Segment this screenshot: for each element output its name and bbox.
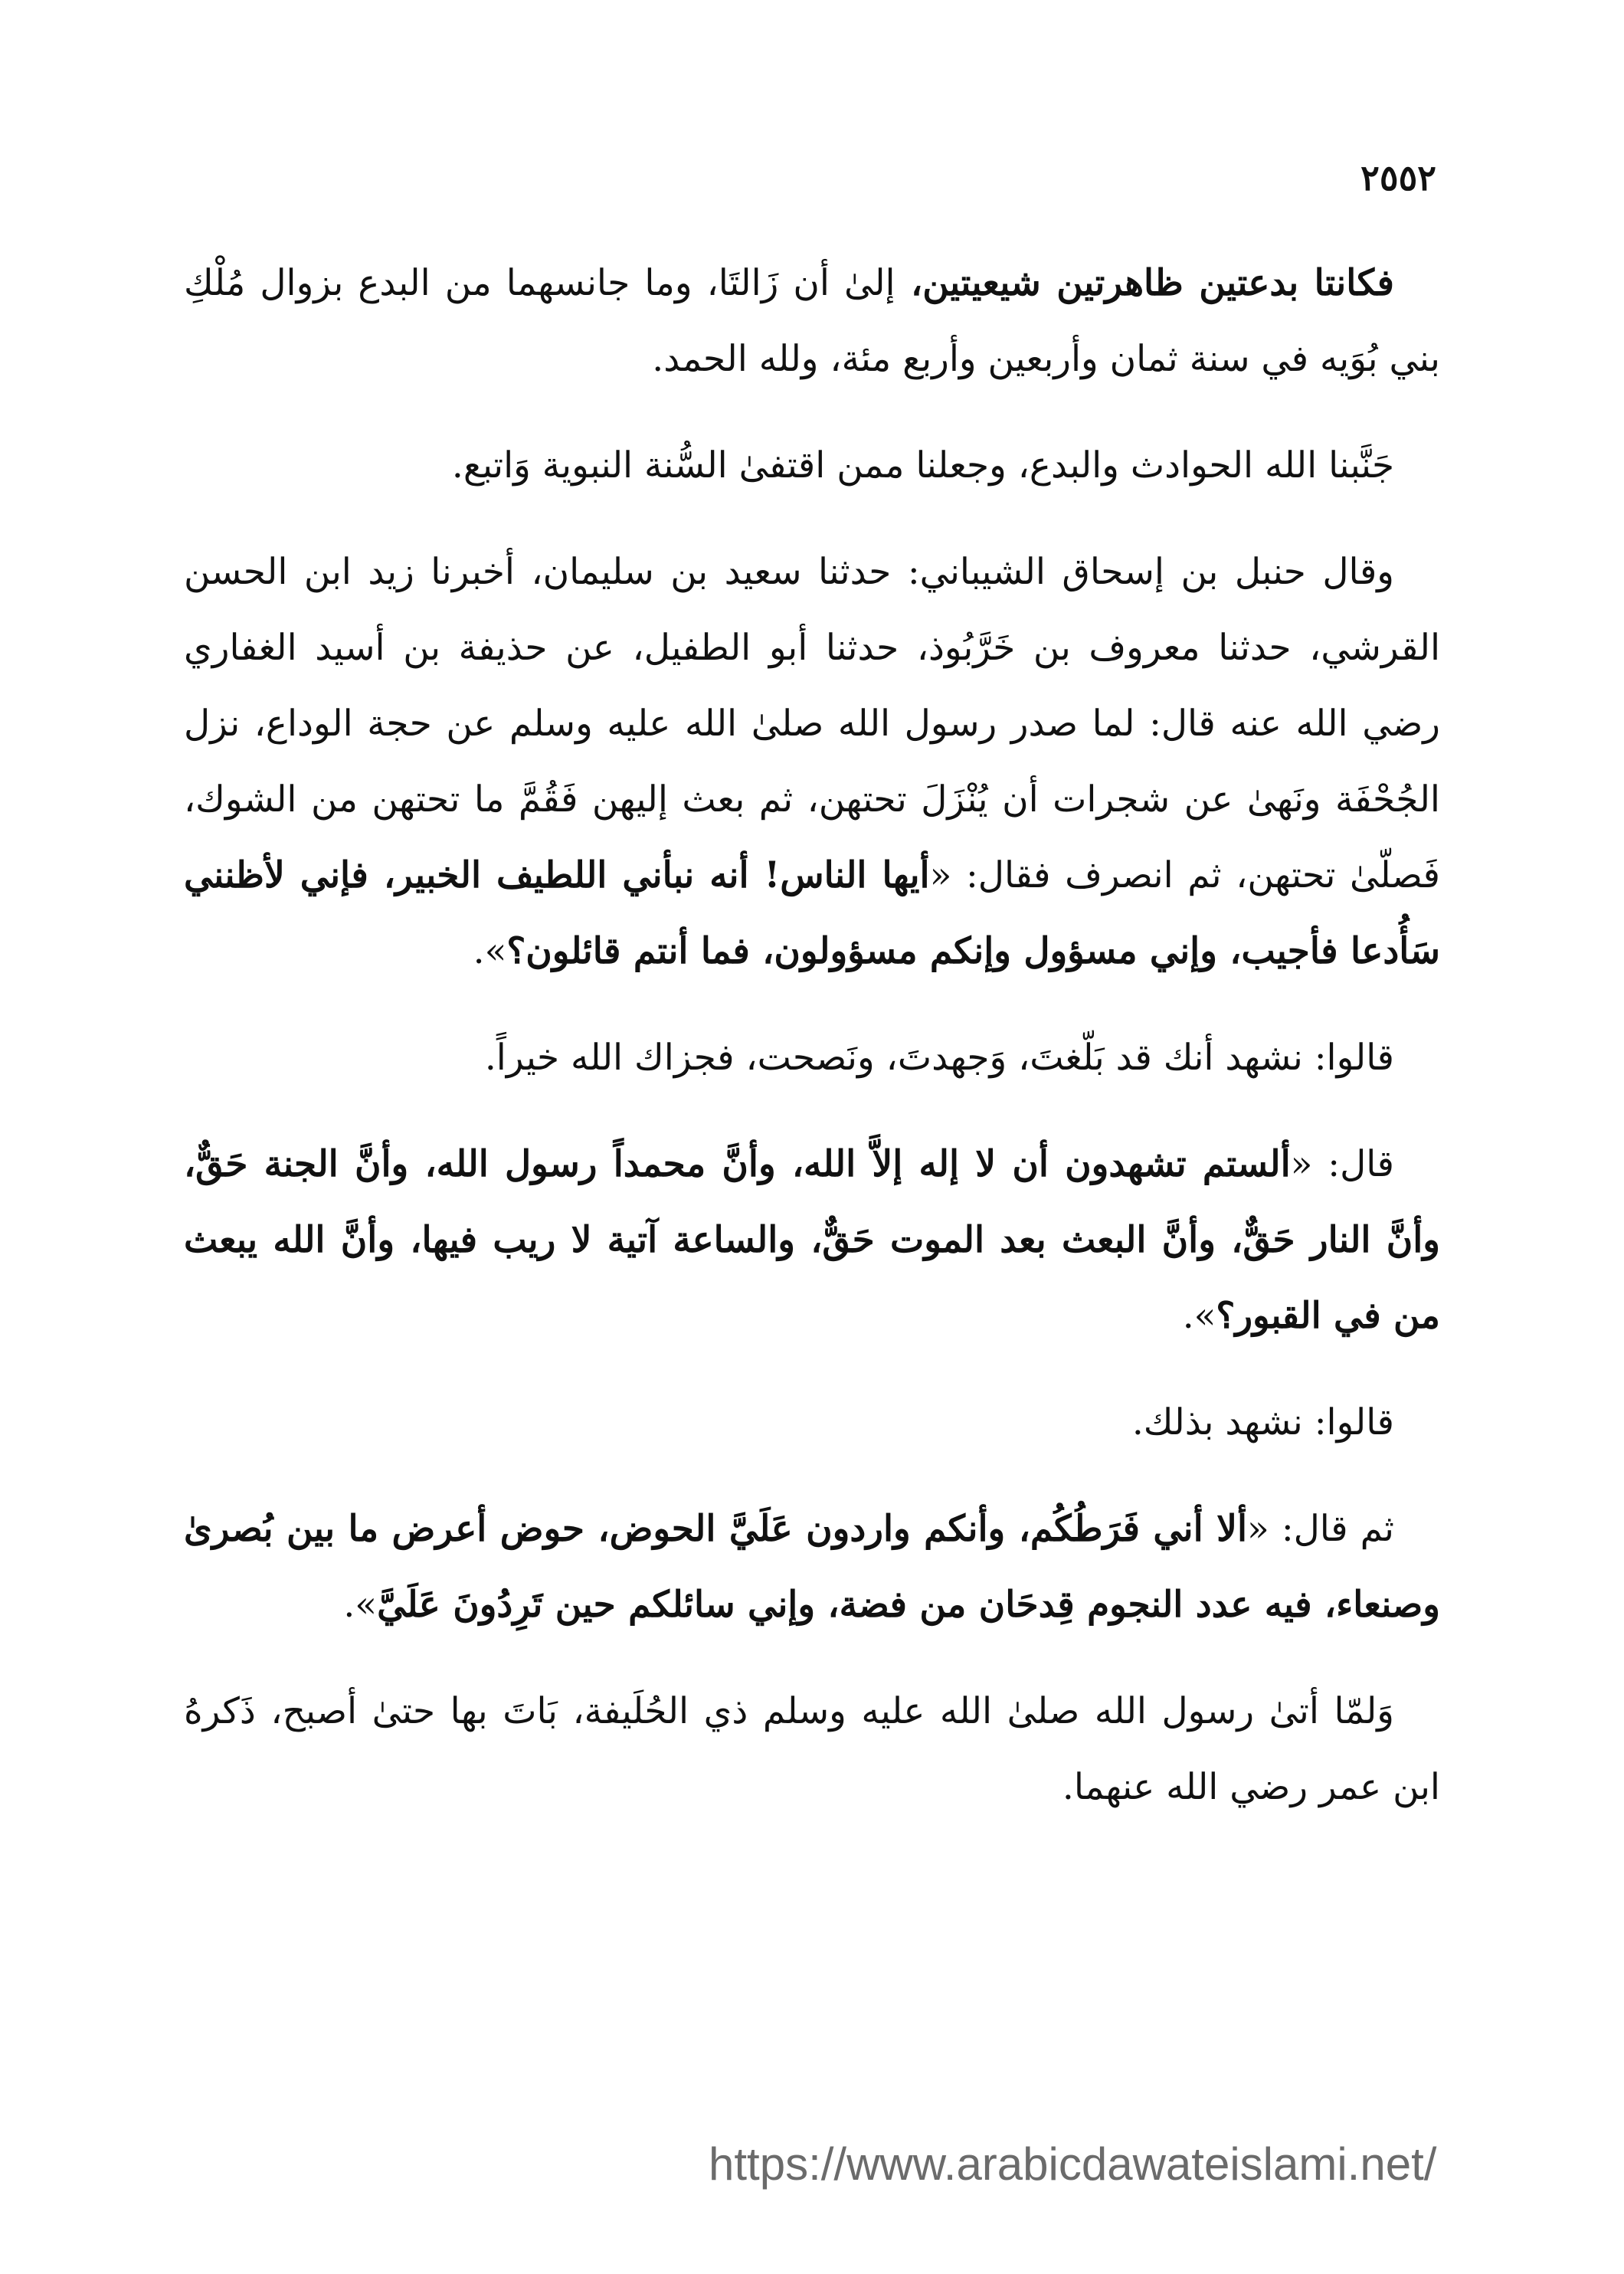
paragraph	[184, 1020, 1440, 1096]
paragraph	[184, 245, 1440, 397]
text-segment: قالوا: نشهد أنك قد بَلّغتَ، وَجهدتَ، ونَصحت، فجزاك الله خيراً.	[484, 1037, 1394, 1079]
text-segment: وقال حنبل بن إسحاق الشيباني: حدثنا سعيد بن سليمان، أخبرنا زيد ابن الحسن القرشي، حدثنا معروف بن خَرَّبُوذ، حدثنا أبو الطفيل، عن حذيفة بن أسيد الغفاري رضي الله عنه قال: لما صدر رسول الله صلىٰ الله عليه وسلم عن حجة الوداع، نزل الجُحْفَة ونَهىٰ عن شجرات أن يُنْزَلَ تحتهن، ثم بعث إليهن فَقُمَّ ما تحتهن من الشوك، فَصلّىٰ تحتهن، ثم انصرف فقال: «	[184, 551, 1440, 896]
paragraph	[184, 428, 1440, 503]
text-segment: وَلمّا أتىٰ رسول الله صلىٰ الله عليه وسلم ذي الحُلَيفة، بَاتَ بها حتىٰ أصبح، ذَكرهُ ابن عمر رضي الله عنهما.	[184, 1690, 1440, 1808]
text-segment: جَنَّبنا الله الحوادث والبدع، وجعلنا ممن اقتفىٰ السُّنة النبوية وَاتبع.	[451, 444, 1394, 487]
text-segment: إلىٰ أن زَالتَا، وما جانسهما من البدع بزوال مُلْكِ بني بُوَيه في سنة ثمان وأربعين وأربع مئة، ولله الحمد.	[184, 262, 1440, 380]
text-segment: قالوا: نشهد بذلك.	[1131, 1401, 1394, 1443]
paragraph	[184, 1491, 1440, 1643]
text-segment: قال: «	[1290, 1143, 1395, 1185]
text-body	[184, 245, 1440, 1856]
watermark-url: https://www.arabicdawateislami.net/	[709, 2138, 1437, 2190]
text-segment: ».	[1182, 1295, 1216, 1337]
paragraph	[184, 1384, 1440, 1460]
text-segment: فكانتا بدعتين ظاهرتين شيعيتين،	[895, 262, 1394, 304]
text-segment: أيها الناس! أنه نبأني اللطيف الخبير، فإني لأظنني سَأُدعا فأجيب، وإني مسؤول وإنكم مسؤولون، فما أنتم قائلون؟	[184, 854, 1440, 972]
text-segment: ألستم تشهدون أن لا إله إلاَّ الله، وأنَّ محمداً رسول الله، وأنَّ الجنة حَقٌّ، وأنَّ النار حَقٌّ، وأنَّ البعث بعد الموت حَقٌّ، والساعة آتية لا ريب فيها، وأنَّ الله يبعث من في القبور؟	[184, 1143, 1440, 1337]
page-number: ٢٥٥٢	[1360, 157, 1436, 198]
paragraph	[184, 1673, 1440, 1825]
paragraph	[184, 534, 1440, 989]
text-segment: ثم قال: «	[1247, 1508, 1394, 1550]
text-segment: ».	[343, 1584, 378, 1626]
text-segment: ».	[473, 930, 507, 972]
text-segment: ألا أني فَرَطُكُم، وأنكم واردون عَلَيَّ الحوض، حوض أعرض ما بين بُصرىٰ وصنعاء، فيه عدد النجوم قِدحَان من فضة، وإني سائلكم حين تَرِدُونَ عَلَيَّ	[184, 1508, 1440, 1626]
paragraph	[184, 1126, 1440, 1354]
